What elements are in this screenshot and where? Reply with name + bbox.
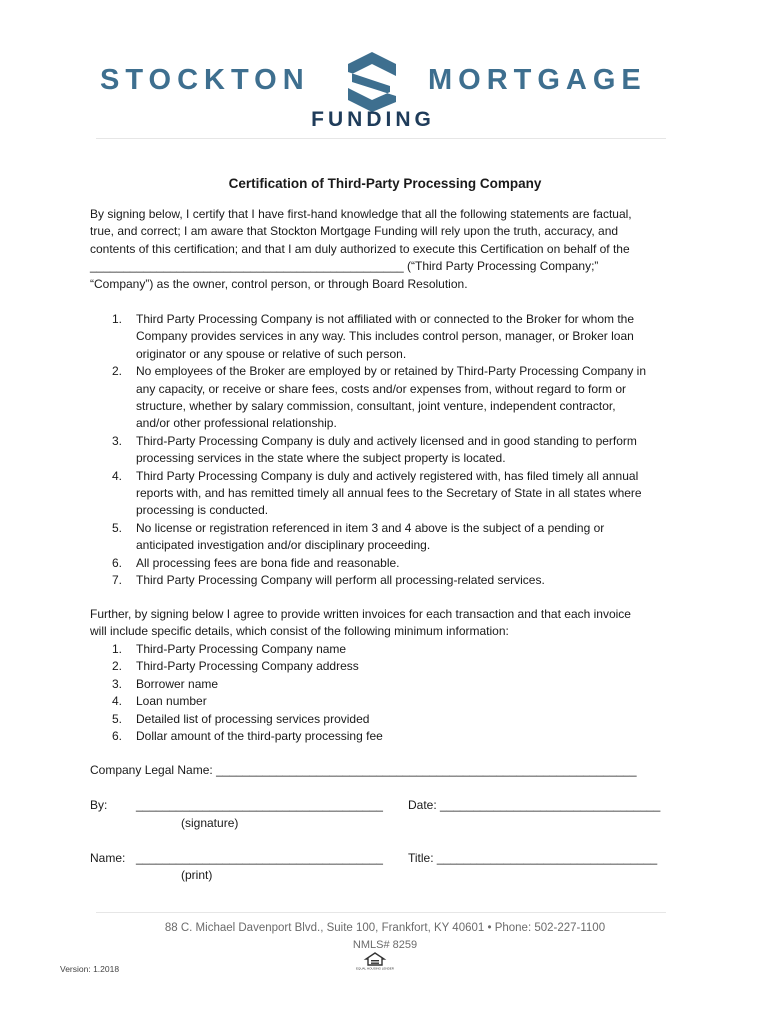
- list-number: 3.: [112, 433, 123, 448]
- list-item: [90, 676, 690, 693]
- statement-line: No license or registration referenced in item 3 and 4 above is the subject of a pending or: [136, 520, 605, 535]
- document-title: Certification of Third-Party Processing Company: [228, 176, 542, 191]
- footer-nmls: NMLS# 8259: [352, 939, 418, 951]
- list-text: Detailed list of processing services provided: [136, 711, 370, 726]
- statement-line: Company provides services in any way. This includes control person, manager, or Broker loan: [136, 329, 634, 344]
- by-label: By:: [90, 798, 108, 812]
- intro-line: _______________________________________________ (“Third Party Processing Company;”: [90, 259, 599, 274]
- list-item: [90, 641, 690, 658]
- statement-line: structure, whether by salary commission, consultant, joint venture, independent contractor,: [136, 399, 616, 414]
- list-number: 2.: [112, 364, 123, 379]
- list-item: [90, 433, 690, 468]
- list-item: [90, 658, 690, 675]
- list-number: 4.: [112, 468, 123, 483]
- list-item: [90, 728, 690, 745]
- intro-paragraph: [90, 206, 690, 293]
- statement-line: originator or any spouse or relative of such person.: [136, 346, 407, 361]
- company-legal-name-field[interactable]: Company Legal Name: _______________________________________________________________: [90, 763, 637, 777]
- list-text: Dollar amount of the third-party processing fee: [136, 729, 383, 744]
- logo-word-mortgage: MORTGAGE: [428, 64, 647, 96]
- statement-line: Third Party Processing Company is not affiliated with or connected to the Broker for whom the: [136, 312, 635, 326]
- equal-housing-lender-icon: [356, 952, 394, 974]
- name-label: Name:: [90, 851, 126, 865]
- list-number: 1.: [112, 312, 123, 326]
- signature-caption: (signature): [181, 816, 239, 830]
- print-caption: (print): [181, 868, 213, 882]
- logo-s-mark-icon: [344, 52, 400, 112]
- statement-line: All processing fees are bona fide and reasonable.: [136, 555, 400, 570]
- statement-line: and/or other professional relationship.: [136, 416, 337, 431]
- list-item: [90, 572, 690, 589]
- statement-line: Third Party Processing Company will perform all processing-related services.: [136, 573, 545, 588]
- list-item: [90, 555, 690, 572]
- statement-line: Third Party Processing Company is duly and actively registered with, has filed timely all annual: [136, 468, 639, 483]
- company-logo: [96, 50, 666, 140]
- statement-line: No employees of the Broker are employed by or retained by Third-Party Processing Company in: [136, 364, 647, 379]
- list-number: 7.: [112, 573, 123, 588]
- list-item: [90, 311, 690, 363]
- list-item: [90, 520, 690, 555]
- invoice-requirements: [90, 641, 690, 745]
- date-field[interactable]: Date: _________________________________: [408, 798, 661, 812]
- paragraph-line: Further, by signing below I agree to provide written invoices for each transaction and that each invoice: [90, 607, 631, 621]
- list-text: Borrower name: [136, 676, 219, 691]
- list-item: [90, 711, 690, 728]
- ehl-text: EQUAL HOUSING LENDER: [356, 966, 394, 971]
- footer-address: 88 C. Michael Davenport Blvd., Suite 100, Frankfort, KY 40601 • Phone: 502-227-1100: [164, 922, 606, 934]
- signature-field[interactable]: _____________________________________: [136, 798, 383, 812]
- name-field[interactable]: _____________________________________: [136, 851, 383, 865]
- statement-line: reports with, and has remitted timely all annual fees to the Secretary of State in all states where: [136, 486, 642, 501]
- list-number: 6.: [112, 555, 123, 570]
- list-text: Loan number: [136, 694, 207, 709]
- statement-line: Third-Party Processing Company is duly and actively licensed and in good standing to perform: [136, 433, 637, 448]
- list-item: [90, 363, 690, 433]
- list-item: [90, 468, 690, 520]
- invoice-paragraph: [90, 606, 690, 641]
- paragraph-line: will include specific details, which consist of the following minimum information:: [90, 624, 509, 639]
- list-text: Third-Party Processing Company name: [136, 642, 347, 656]
- intro-line: contents of this certification; and that I am duly authorized to execute this Certification on behalf of the: [90, 241, 630, 256]
- list-number: 5.: [112, 711, 123, 726]
- intro-line: true, and correct; I am aware that Stockton Mortgage Funding will rely upon the truth, accuracy, and: [90, 224, 619, 239]
- statement-line: any capacity, or receive or share fees, costs and/or expenses from, without regard to form or: [136, 381, 627, 396]
- certification-statements: [90, 311, 690, 590]
- version-label: Version: 1.2018: [60, 964, 120, 974]
- intro-line: “Company”) as the owner, control person, or through Board Resolution.: [90, 276, 468, 291]
- logo-word-funding: FUNDING: [311, 108, 435, 131]
- statement-line: processing services in the state where the subject property is located.: [136, 451, 506, 466]
- list-text: Third-Party Processing Company address: [136, 659, 359, 674]
- list-item: [90, 693, 690, 710]
- statement-line: anticipated investigation and/or disciplinary proceeding.: [136, 538, 431, 553]
- footer-divider: [96, 912, 666, 913]
- list-number: 4.: [112, 694, 123, 709]
- list-number: 2.: [112, 659, 123, 674]
- list-number: 3.: [112, 676, 123, 691]
- title-field[interactable]: Title: _________________________________: [408, 851, 658, 865]
- list-number: 6.: [112, 729, 123, 744]
- header-divider: [96, 138, 666, 139]
- list-number: 5.: [112, 520, 123, 535]
- logo-word-stockton: STOCKTON: [100, 64, 310, 96]
- intro-line: By signing below, I certify that I have first-hand knowledge that all the following statements are factual,: [90, 207, 632, 221]
- list-number: 1.: [112, 642, 123, 656]
- statement-line: processing is conducted.: [136, 503, 269, 518]
